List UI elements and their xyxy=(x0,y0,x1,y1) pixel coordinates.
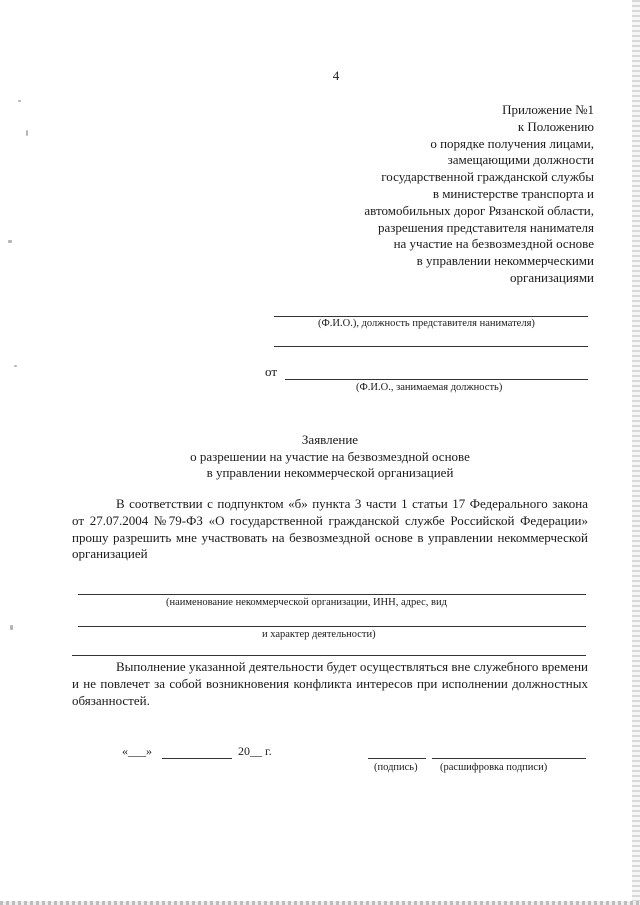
signature-decode-line xyxy=(432,758,586,759)
scan-edge-right xyxy=(632,0,640,905)
title-line: о разрешении на участие на безвозмездной основе xyxy=(190,448,470,464)
appendix-header xyxy=(294,102,594,287)
signature-caption: (подпись) xyxy=(374,762,418,773)
employer-rep-caption: (Ф.И.О.), должность представителя нанимателя) xyxy=(318,318,535,329)
appendix-line: разрешения представителя нанимателя xyxy=(377,219,594,235)
org-activity-line xyxy=(78,626,586,627)
body-paragraph-2: Выполнение указанной деятельности будет осуществляться вне служебного времени и не повлечет за собой возникновения конфликта интересов при исполнении должностных обязанностей. xyxy=(72,659,588,708)
signature-line xyxy=(368,758,426,759)
scan-speck xyxy=(8,240,12,243)
appendix-line: на участие на безвозмездной основе xyxy=(393,236,594,252)
date-year: 20__ г. xyxy=(238,744,272,758)
appendix-line: к Положению xyxy=(517,118,594,134)
from-label: от xyxy=(265,364,278,379)
employer-rep-line-2 xyxy=(274,346,588,347)
title-line: Заявление xyxy=(301,432,359,447)
appendix-line: о порядке получения лицами, xyxy=(430,135,594,151)
appendix-line: в министерстве транспорта и xyxy=(432,185,594,201)
date-day: «___» xyxy=(122,744,152,758)
scan-speck xyxy=(14,365,17,367)
org-name-line xyxy=(78,594,586,595)
org-extra-line xyxy=(72,655,586,656)
signature-decode-caption: (расшифровка подписи) xyxy=(440,762,548,773)
scan-edge-bottom xyxy=(0,901,640,905)
appendix-line: автомобильных дорог Рязанской области, xyxy=(364,202,594,218)
employer-rep-line xyxy=(274,316,588,317)
body-paragraph-1: В соответствии с подпунктом «б» пункта 3 части 1 статьи 17 Федерального закона от 27.07.2004 №79-ФЗ «О государственной гражданской службе Российской Федерации» прошу разрешить мне участвовать на безвозмездной основе в управлении некоммерческой организацией xyxy=(72,496,588,562)
appendix-line: замещающими должности xyxy=(447,152,594,168)
appendix-line: в управлении некоммерческими xyxy=(416,253,594,269)
applicant-line xyxy=(285,379,588,380)
scan-speck xyxy=(26,130,28,136)
org-caption-1: (наименование некоммерческой организации, ИНН, адрес, вид xyxy=(166,597,447,608)
applicant-caption: (Ф.И.О., занимаемая должность) xyxy=(356,382,503,393)
scan-speck xyxy=(10,625,13,630)
page-number: 4 xyxy=(332,68,340,83)
scan-speck xyxy=(18,100,21,102)
org-caption-2: и характер деятельности) xyxy=(262,629,376,640)
appendix-line: государственной гражданской службы xyxy=(381,169,594,185)
title-line: в управлении некоммерческой организацией xyxy=(206,465,454,480)
appendix-line: организациями xyxy=(510,269,594,285)
application-title xyxy=(80,432,580,482)
appendix-line: Приложение №1 xyxy=(502,102,594,117)
date-month-line xyxy=(162,758,232,759)
